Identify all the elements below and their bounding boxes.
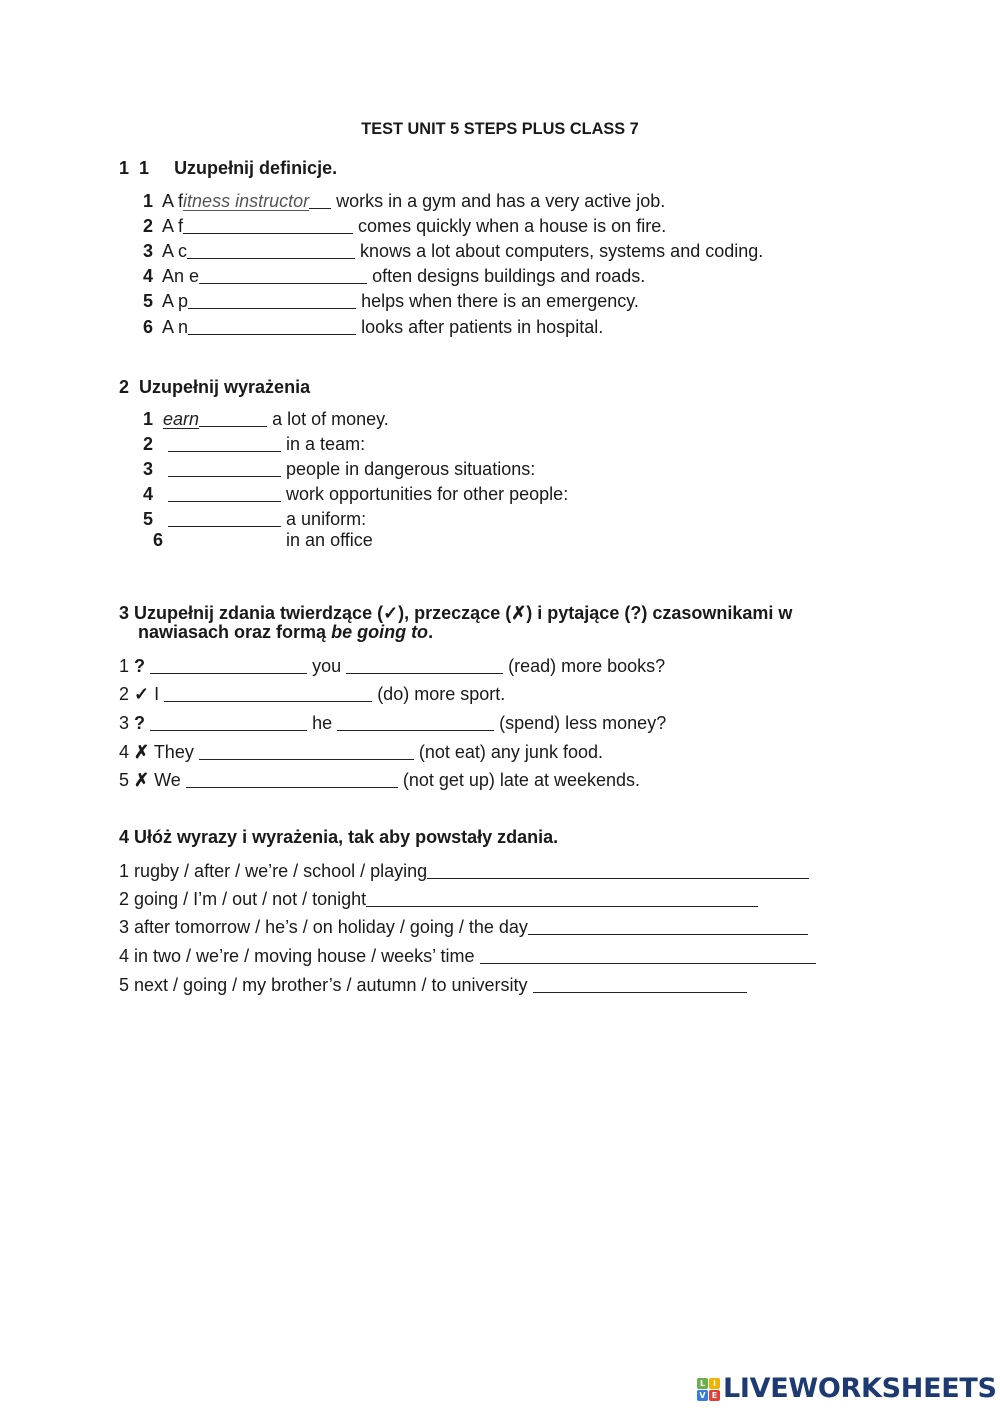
question-icon: ? (134, 656, 146, 676)
section2-item-2: 2 in a team: (143, 434, 366, 454)
section3-heading: 3 Uzupełnij zdania twierdzące (✓), przeczące (✗) i pytające (?) czasownikami w nawiasach oraz formą be going to. (119, 603, 793, 642)
section1-item-4: 4 An e often designs buildings and roads. (143, 266, 646, 286)
logo-tiles-icon: L I V E (697, 1378, 720, 1401)
answer-blank[interactable] (168, 434, 281, 452)
section1-item-1: 1 A fitness instructor works in a gym and has a very active job. (143, 191, 666, 211)
section3-number: 3 (119, 603, 130, 623)
section3-item-4: 4 ✗ They (not eat) any junk food. (119, 742, 603, 762)
section4-item-2: 2 going / I’m / out / not / tonight (119, 887, 758, 910)
section1-sub-number: 1 (139, 158, 150, 178)
page-title: TEST UNIT 5 STEPS PLUS CLASS 7 (361, 119, 639, 138)
section1-item-2: 2 A f comes quickly when a house is on fire. (143, 216, 667, 236)
cross-icon: ✗ (134, 742, 150, 762)
section3-title-line1: Uzupełnij zdania twierdzące (✓), przeczące (✗) i pytające (?) czasownikami w (134, 603, 793, 623)
section2-item-5: 5 a uniform: (143, 509, 367, 529)
section4-item-3: 3 after tomorrow / he’s / on holiday / going / the day (119, 915, 808, 938)
answer-blank[interactable] (480, 946, 816, 964)
section1-heading (119, 158, 337, 179)
section2-item-1: 1 earn a lot of money. (143, 409, 389, 429)
answer-blank[interactable] (183, 216, 353, 234)
section4-number: 4 (119, 827, 130, 847)
answer-blank[interactable] (533, 975, 747, 993)
answer-blank[interactable] (186, 770, 398, 788)
cross-icon: ✗ (134, 770, 150, 790)
answer-blank[interactable] (199, 266, 367, 284)
section1-title: Uzupełnij definicje. (174, 158, 338, 178)
section1-item-6: 6 A n looks after patients in hospital. (143, 317, 604, 337)
answer-blank[interactable] (337, 713, 494, 731)
check-icon: ✓ (134, 684, 150, 704)
section4-item-4: 4 in two / we’re / moving house / weeks’ time (119, 944, 816, 967)
section3-item-5: 5 ✗ We (not get up) late at weekends. (119, 770, 641, 790)
answer-blank[interactable] (199, 742, 414, 760)
section2-item-3: 3 people in dangerous situations: (143, 459, 536, 479)
section3-item-2: 2 ✓ I (do) more sport. (119, 684, 506, 704)
section4-item-5: 5 next / going / my brother’s / autumn / to university (119, 973, 747, 996)
section2-heading (119, 377, 310, 398)
answer-blank[interactable] (168, 484, 281, 502)
answer-blank[interactable] (168, 509, 281, 527)
section4-heading (119, 827, 558, 848)
answer-blank[interactable] (188, 317, 356, 335)
section1-item-3: 3 A c knows a lot about computers, systems and coding. (143, 241, 764, 261)
section2-title: Uzupełnij wyrażenia (139, 377, 311, 397)
section2-item-6: 6 in an office (153, 530, 373, 550)
section3-title-line2: nawiasach oraz formą (138, 622, 332, 642)
answer-blank[interactable] (150, 656, 307, 674)
answer-blank[interactable] (366, 889, 758, 907)
section3-item-1: 1 ? you (read) more books? (119, 656, 666, 676)
section4-item-1: 1 rugby / after / we’re / school / playing (119, 859, 809, 882)
section1-item-5: 5 A p helps when there is an emergency. (143, 291, 639, 311)
logo-text: LIVEWORKSHEETS (723, 1373, 997, 1404)
answer-blank[interactable] (168, 459, 281, 477)
liveworksheets-logo (697, 1373, 997, 1404)
answer-blank[interactable] (427, 861, 809, 879)
answer-blank[interactable] (187, 241, 355, 259)
question-icon: ? (134, 713, 146, 733)
answer-blank[interactable] (188, 291, 356, 309)
section2-item-4: 4 work opportunities for other people: (143, 484, 569, 504)
answer-blank[interactable] (199, 409, 267, 427)
section2-number: 2 (119, 377, 130, 397)
section4-title: Ułóż wyrazy i wyrażenia, tak aby powstały zdania. (134, 827, 559, 847)
answer-blank[interactable] (309, 191, 331, 209)
section3-item-3: 3 ? he (spend) less money? (119, 713, 667, 733)
answer-blank[interactable] (528, 917, 808, 935)
example-answer[interactable]: itness instructor (183, 191, 310, 211)
section3-title-italic: be going to (331, 622, 429, 642)
example-answer[interactable]: earn (163, 409, 200, 429)
section1-number: 1 (119, 158, 130, 178)
answer-blank[interactable] (164, 684, 372, 702)
answer-blank[interactable] (150, 713, 307, 731)
answer-blank[interactable] (346, 656, 503, 674)
